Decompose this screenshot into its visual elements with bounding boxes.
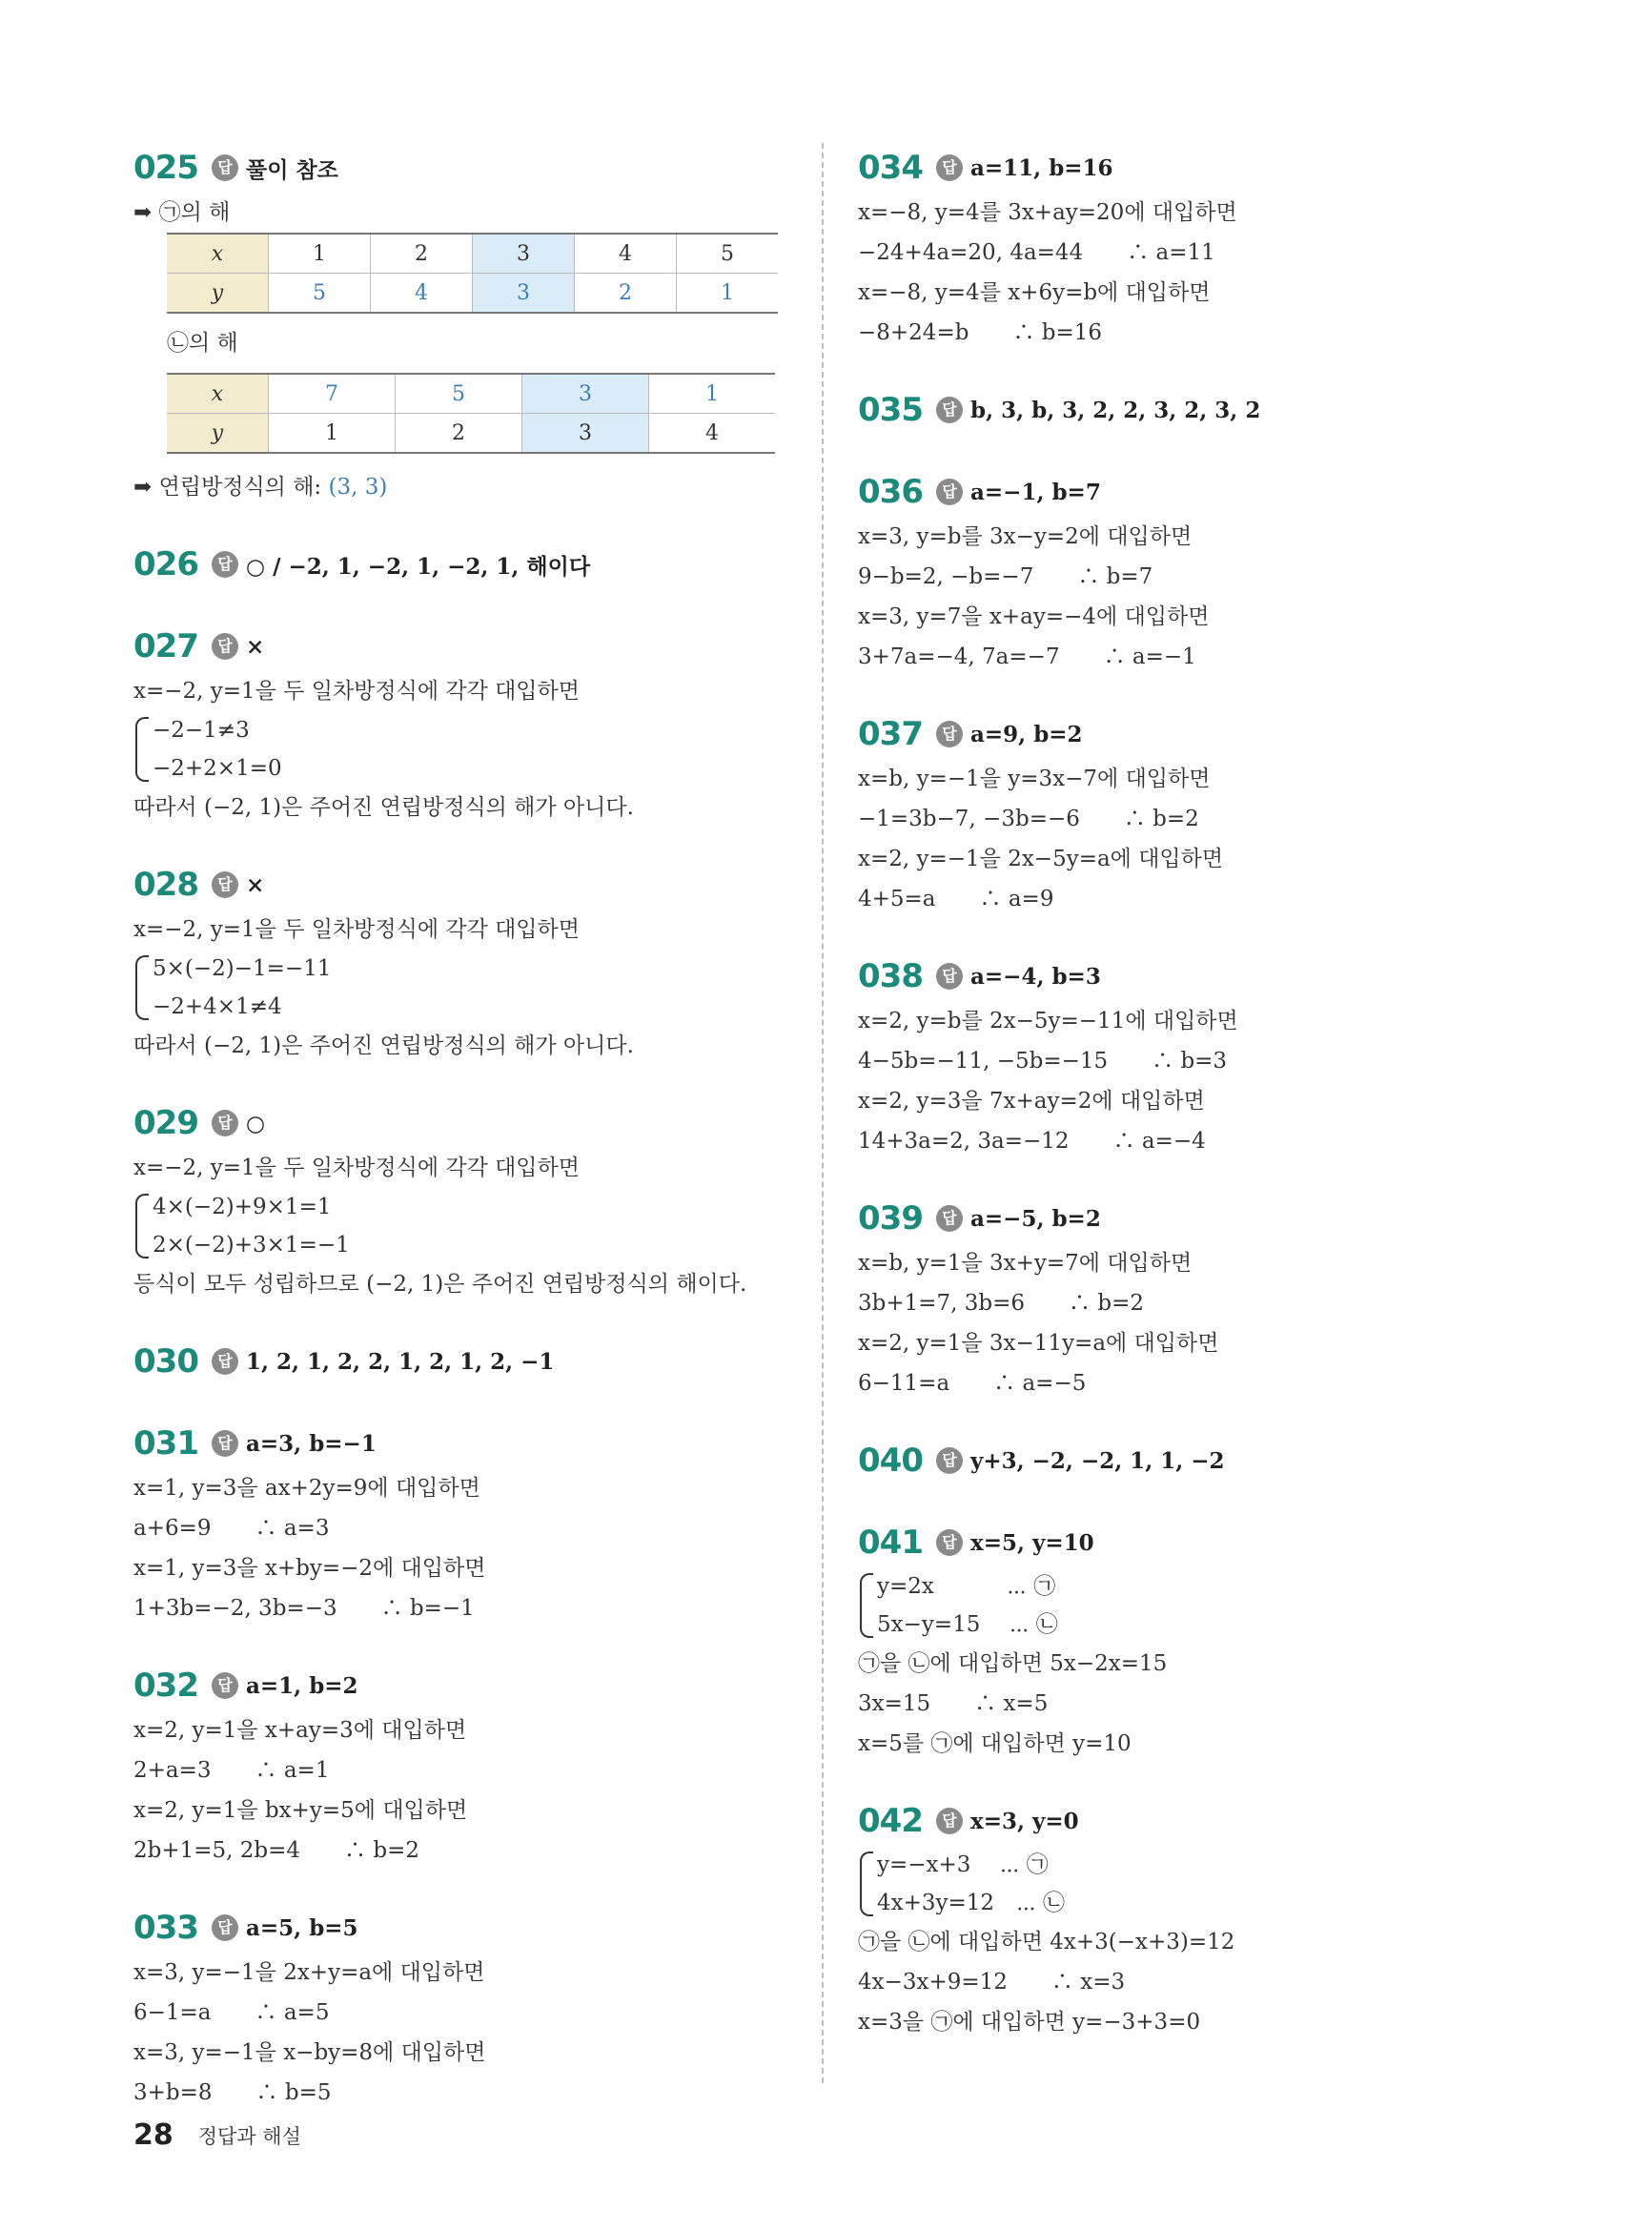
solution-label-2: ㉡의 해 (167, 331, 238, 356)
problem-number: 035 (858, 391, 923, 429)
solution-line: x=1, y=3을 x+by=−2에 대입하면 (133, 1556, 486, 1581)
problem-header (133, 1337, 801, 1386)
solution-line: 3+b=8 ∴ b=5 (133, 2080, 332, 2105)
system-equation: −2−1≠3 (153, 718, 250, 743)
problem-026 (133, 540, 801, 589)
spacer (858, 1403, 1525, 1436)
brace (860, 1573, 873, 1638)
table-row (167, 274, 778, 314)
problem-number: 041 (858, 1524, 923, 1562)
table-cell: 3 (522, 374, 649, 414)
problem-header (858, 467, 1525, 517)
answer-text: a=9, b=2 (970, 721, 1083, 747)
solution-line: x=5를 ㉠에 대입하면 y=10 (858, 1731, 1132, 1756)
table-cell: 2 (575, 274, 677, 314)
solution-line: 14+3a=2, 3a=−12 ∴ a=−4 (858, 1129, 1206, 1154)
system-rows (877, 1567, 1058, 1644)
solution-line: x=2, y=−1을 2x−5y=a에 대입하면 (858, 847, 1224, 871)
problem-header (133, 1419, 801, 1468)
problem-header (858, 1194, 1525, 1243)
answer-badge: 답 (212, 1914, 238, 1941)
spacer (858, 919, 1525, 951)
answer-text: b, 3, b, 3, 2, 2, 3, 2, 3, 2 (970, 397, 1261, 423)
page-number: 28 (133, 2118, 173, 2152)
table-cell: x (167, 374, 269, 414)
answer-text: a=1, b=2 (246, 1672, 358, 1699)
solution-line: −8+24=b ∴ b=16 (858, 320, 1103, 345)
solution-line: 4x−3x+9=12 ∴ x=3 (858, 1970, 1126, 1995)
table-cell: 5 (396, 374, 522, 414)
table-cell: 5 (677, 234, 779, 274)
answer-text: × (246, 871, 265, 898)
table-cell: 5 (269, 274, 371, 314)
system-equation: 4×(−2)+9×1=1 (153, 1195, 332, 1219)
spacer (133, 1304, 801, 1337)
solution-line: x=−2, y=1을 두 일차방정식에 각각 대입하면 (133, 1156, 580, 1180)
problem-038 (858, 951, 1525, 1161)
problem-number: 042 (858, 1802, 923, 1840)
solution-line: 6−11=a ∴ a=−5 (858, 1371, 1087, 1396)
problem-header (133, 1098, 801, 1148)
answer-text: a=−1, b=7 (970, 479, 1101, 505)
solution-line: x=2, y=1을 3x−11y=a에 대입하면 (858, 1331, 1219, 1356)
table-cell: x (167, 234, 269, 274)
solution-line: ㉠을 ㉡에 대입하면 5x−2x=15 (858, 1651, 1168, 1676)
spacer (133, 1386, 801, 1419)
answer-badge: 답 (936, 479, 963, 505)
problem-number: 030 (133, 1342, 198, 1381)
problem-header (858, 1436, 1525, 1485)
solution-line: 1+3b=−2, 3b=−3 ∴ b=−1 (133, 1596, 475, 1621)
right-column (858, 143, 1525, 2075)
answer-text: ○ / −2, 1, −2, 1, −2, 1, 해이다 (246, 553, 591, 580)
answer-text: × (246, 633, 265, 660)
solution-line: x=3, y=7을 x+ay=−4에 대입하면 (858, 604, 1210, 629)
spacer (133, 363, 801, 373)
problem-025 (133, 143, 801, 507)
solution-line: 3x=15 ∴ x=5 (858, 1691, 1049, 1716)
problem-number: 025 (133, 149, 198, 187)
problem-032 (133, 1661, 801, 1871)
solution-line: 9−b=2, −b=−7 ∴ b=7 (858, 564, 1153, 589)
spacer (133, 507, 801, 540)
spacer (133, 589, 801, 622)
problem-number: 028 (133, 866, 198, 904)
problem-033 (133, 1903, 801, 2113)
solution-line: x=1, y=3을 ax+2y=9에 대입하면 (133, 1476, 480, 1501)
problem-number: 031 (133, 1424, 198, 1463)
solution-table-2 (167, 373, 775, 454)
answer-text: a=−4, b=3 (970, 963, 1101, 990)
solution-line: x=3, y=b를 3x−y=2에 대입하면 (858, 524, 1193, 549)
solution-line: x=2, y=1을 x+ay=3에 대입하면 (133, 1718, 467, 1743)
problem-number: 033 (133, 1909, 198, 1947)
problem-header (133, 860, 801, 910)
spacer (133, 1628, 801, 1661)
problem-027 (133, 622, 801, 828)
table-cell: 2 (396, 414, 522, 454)
solution-prefix: ➡ 연립방정식의 해: (133, 475, 329, 500)
brace (135, 955, 149, 1020)
solution-line: 3+7a=−4, 7a=−7 ∴ a=−1 (858, 644, 1196, 669)
solution-line: 2b+1=5, 2b=4 ∴ b=2 (133, 1838, 419, 1863)
answer-text: a=3, b=−1 (246, 1430, 377, 1457)
solution-line: x=−8, y=4를 3x+ay=20에 대입하면 (858, 200, 1237, 225)
solution-line: a+6=9 ∴ a=3 (133, 1516, 330, 1541)
page-footer (133, 2118, 301, 2152)
solution-line: 3b+1=7, 3b=6 ∴ b=2 (858, 1291, 1144, 1316)
spacer (133, 1871, 801, 1903)
table-cell: 4 (575, 234, 677, 274)
answer-badge: 답 (212, 1348, 238, 1375)
answer-badge: 답 (936, 721, 963, 747)
table-row (167, 234, 778, 274)
equation-system (860, 1846, 1525, 1922)
problem-header (858, 951, 1525, 1001)
equation-system (135, 1188, 801, 1264)
problem-040 (858, 1436, 1525, 1485)
problem-034 (858, 143, 1525, 353)
problem-header (133, 1661, 801, 1710)
problem-number: 026 (133, 545, 198, 583)
answer-badge: 답 (212, 633, 238, 660)
problem-030 (133, 1337, 801, 1386)
brace (135, 1194, 149, 1258)
solution-value: (3, 3) (328, 475, 388, 500)
problem-header (133, 1903, 801, 1953)
solution-line: x=2, y=1을 bx+y=5에 대입하면 (133, 1798, 468, 1823)
answer-badge: 답 (212, 1672, 238, 1699)
spacer (133, 828, 801, 860)
solution-line: 6−1=a ∴ a=5 (133, 2000, 330, 2025)
answer-text: 1, 2, 1, 2, 2, 1, 2, 1, 2, −1 (246, 1348, 555, 1375)
problem-number: 029 (133, 1104, 198, 1142)
brace (860, 1852, 873, 1916)
problem-header (133, 622, 801, 671)
table-cell: 3 (473, 234, 575, 274)
solution-line: x=−2, y=1을 두 일차방정식에 각각 대입하면 (133, 679, 580, 704)
answer-badge: 답 (212, 154, 238, 181)
left-column (133, 143, 801, 2145)
problem-039 (858, 1194, 1525, 1403)
table-row (167, 374, 775, 414)
solution-line: x=b, y=1을 3x+y=7에 대입하면 (858, 1251, 1193, 1276)
problem-036 (858, 467, 1525, 677)
footer-title: 정답과 해설 (197, 2124, 301, 2148)
answer-badge: 답 (936, 1808, 963, 1834)
equation-system (135, 950, 801, 1026)
table-cell: 3 (473, 274, 575, 314)
solution-line: 4−5b=−11, −5b=−15 ∴ b=3 (858, 1049, 1228, 1074)
equation-system (860, 1567, 1525, 1644)
problem-number: 039 (858, 1199, 923, 1238)
table-cell: 1 (649, 374, 776, 414)
column-divider (822, 143, 824, 2083)
problem-029 (133, 1098, 801, 1304)
answer-text: a=11, b=16 (970, 154, 1113, 181)
spacer (858, 677, 1525, 709)
solution-line: x=3을 ㉠에 대입하면 y=−3+3=0 (858, 2010, 1201, 2035)
solution-label-1: ➡ ㉠의 해 (133, 200, 231, 225)
problem-035 (858, 385, 1525, 435)
solution-table-1 (167, 233, 778, 314)
solution-line: x=3, y=−1을 x−by=8에 대입하면 (133, 2040, 486, 2065)
problem-number: 038 (858, 957, 923, 995)
answer-badge: 답 (212, 1110, 238, 1136)
answer-badge: 답 (936, 154, 963, 181)
system-rows (877, 1846, 1065, 1922)
table-cell: 7 (269, 374, 396, 414)
solution-line: 따라서 (−2, 1)은 주어진 연립방정식의 해가 아니다. (133, 1033, 634, 1058)
system-equation: y=−x+3 ⋯ ㉠ (877, 1852, 1049, 1877)
table-cell: 1 (677, 274, 779, 314)
system-solution (133, 467, 801, 507)
system-rows (153, 950, 331, 1026)
answer-text: y+3, −2, −2, 1, 1, −2 (970, 1447, 1225, 1474)
problem-042 (858, 1796, 1525, 2042)
system-equation: y=2x ⋯ ㉠ (877, 1574, 1056, 1599)
answer-badge: 답 (936, 1447, 963, 1474)
solution-line: 4+5=a ∴ a=9 (858, 887, 1054, 911)
table-cell: 1 (269, 414, 396, 454)
solution-line: x=3, y=−1을 2x+y=a에 대입하면 (133, 1960, 485, 1985)
system-equation: 2×(−2)+3×1=−1 (153, 1233, 350, 1258)
problem-header (133, 540, 801, 589)
table-cell: y (167, 414, 269, 454)
problem-number: 037 (858, 715, 923, 753)
answer-badge: 답 (936, 397, 963, 423)
spacer (858, 1764, 1525, 1796)
problem-header (133, 143, 801, 193)
problem-number: 040 (858, 1442, 923, 1480)
answer-text: a=−5, b=2 (970, 1205, 1101, 1232)
spacer (858, 2042, 1525, 2075)
system-equation: 5x−y=15 ⋯ ㉡ (877, 1612, 1058, 1637)
table-cell: 1 (269, 234, 371, 274)
solution-line: 따라서 (−2, 1)은 주어진 연립방정식의 해가 아니다. (133, 795, 634, 820)
problem-028 (133, 860, 801, 1066)
answer-badge: 답 (212, 1430, 238, 1457)
problem-header (858, 709, 1525, 759)
solution-line: −1=3b−7, −3b=−6 ∴ b=2 (858, 807, 1199, 831)
solution-line: ㉠을 ㉡에 대입하면 4x+3(−x+3)=12 (858, 1930, 1235, 1954)
system-rows (153, 1188, 350, 1264)
system-equation: −2+2×1=0 (153, 756, 282, 781)
solution-line: 2+a=3 ∴ a=1 (133, 1758, 330, 1783)
answer-badge: 답 (936, 1205, 963, 1232)
solution-line: x=2, y=b를 2x−5y=−11에 대입하면 (858, 1009, 1238, 1033)
answer-text: x=3, y=0 (970, 1808, 1079, 1834)
problem-number: 027 (133, 627, 198, 665)
table-row (167, 414, 775, 454)
answer-text: 풀이 참조 (246, 156, 338, 183)
problem-number: 036 (858, 473, 923, 511)
table-cell: 3 (522, 414, 649, 454)
problem-number: 034 (858, 149, 923, 187)
answer-text: x=5, y=10 (970, 1529, 1094, 1556)
answer-badge: 답 (212, 551, 238, 578)
problem-header (858, 1518, 1525, 1567)
solution-line: x=b, y=−1을 y=3x−7에 대입하면 (858, 767, 1211, 791)
solution-line: x=−8, y=4를 x+6y=b에 대입하면 (858, 280, 1211, 305)
solution-line: −24+4a=20, 4a=44 ∴ a=11 (858, 240, 1215, 265)
spacer (133, 1066, 801, 1098)
spacer (858, 1485, 1525, 1518)
problem-041 (858, 1518, 1525, 1764)
table-cell: 2 (371, 234, 473, 274)
solution-line: 등식이 모두 성립하므로 (−2, 1)은 주어진 연립방정식의 해이다. (133, 1272, 747, 1297)
answer-badge: 답 (936, 963, 963, 990)
table-cell: y (167, 274, 269, 314)
problem-031 (133, 1419, 801, 1628)
system-equation: 4x+3y=12 ⋯ ㉡ (877, 1891, 1066, 1915)
problem-header (858, 385, 1525, 435)
problem-037 (858, 709, 1525, 919)
system-equation: 5×(−2)−1=−11 (153, 956, 332, 981)
table-cell: 4 (371, 274, 473, 314)
problem-number: 032 (133, 1667, 198, 1705)
spacer (858, 435, 1525, 467)
answer-text: a=5, b=5 (246, 1914, 358, 1941)
answer-badge: 답 (936, 1529, 963, 1556)
spacer (858, 353, 1525, 385)
equation-system (135, 711, 801, 788)
solution-line: x=2, y=3을 7x+ay=2에 대입하면 (858, 1089, 1205, 1114)
table-cell: 4 (649, 414, 776, 454)
problem-header (858, 1796, 1525, 1846)
spacer (858, 1161, 1525, 1194)
problem-header (858, 143, 1525, 193)
system-rows (153, 711, 282, 788)
solution-line: x=−2, y=1을 두 일차방정식에 각각 대입하면 (133, 917, 580, 942)
answer-text: ○ (246, 1110, 266, 1136)
system-equation: −2+4×1≠4 (153, 994, 282, 1019)
brace (135, 717, 149, 782)
answer-badge: 답 (212, 871, 238, 898)
